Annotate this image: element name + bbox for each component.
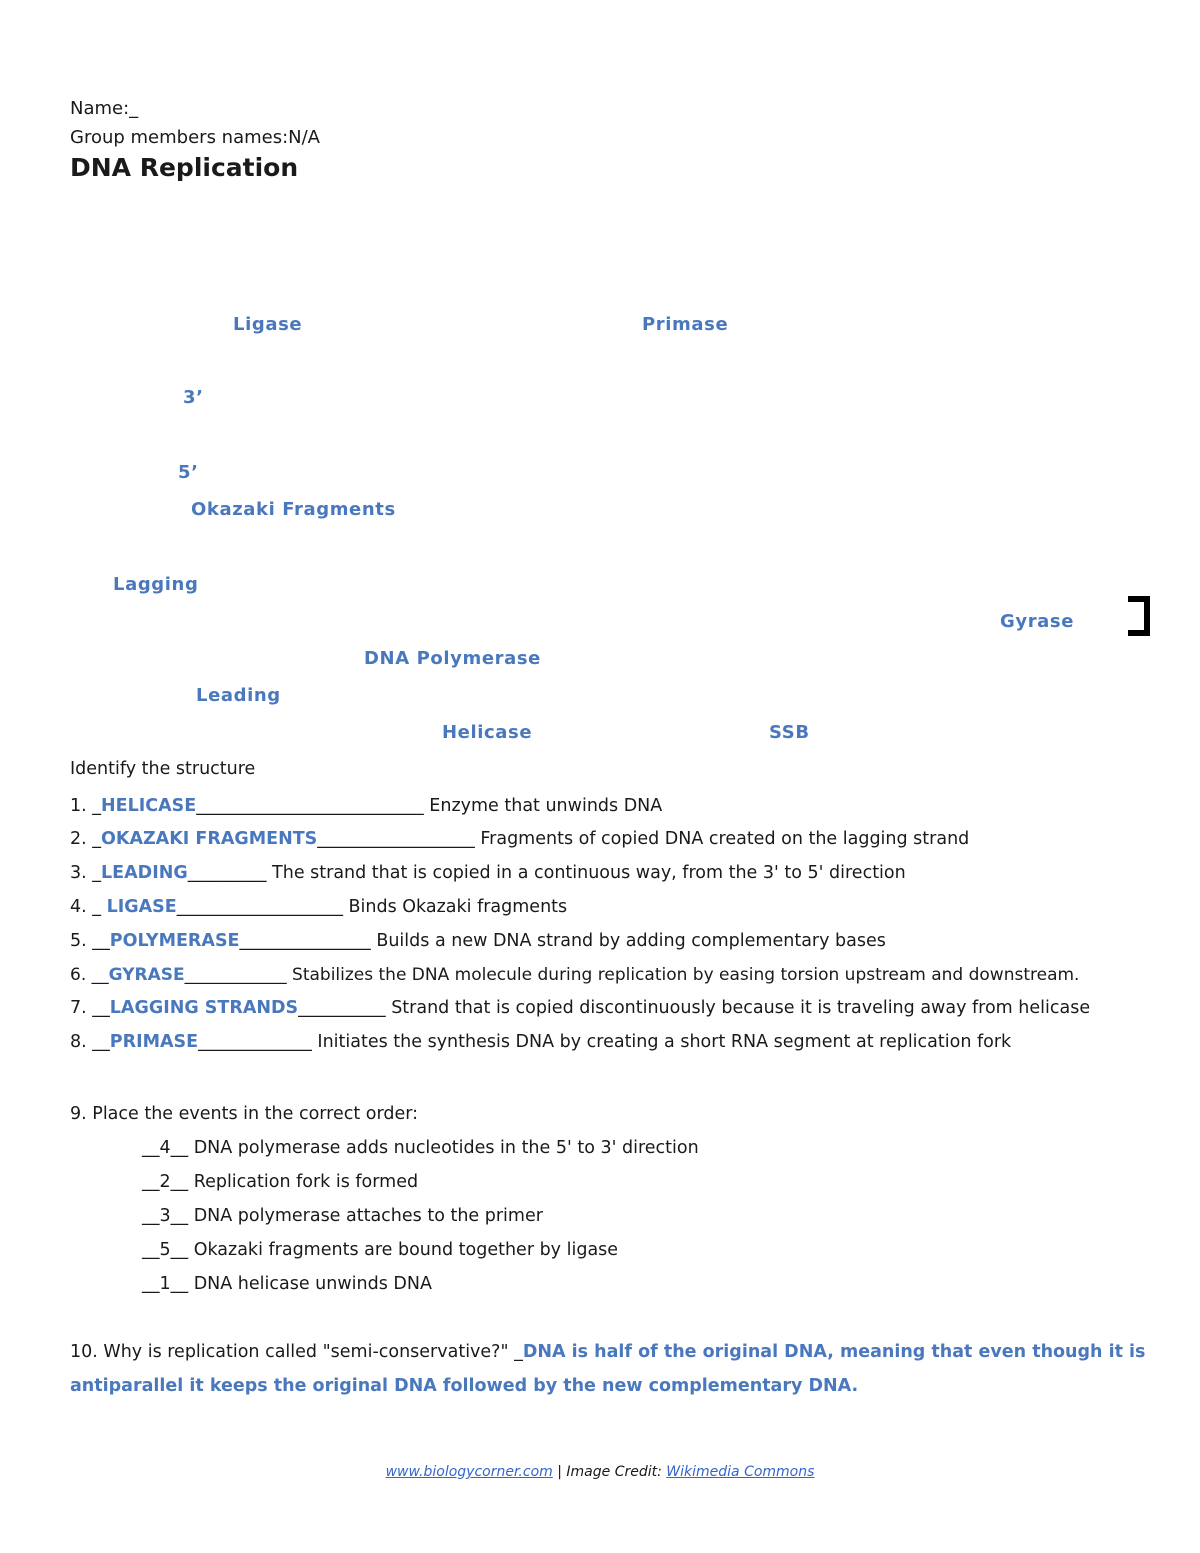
item-number: 3. _ [70, 863, 102, 883]
item-answer: POLYMERASE [109, 931, 240, 951]
order-heading: 9. Place the events in the correct order: [70, 1104, 419, 1124]
footer [0, 1464, 1200, 1480]
item-blank: ____________ [184, 965, 287, 985]
item-number: 1. _ [70, 796, 102, 816]
item-answer: LIGASE [106, 897, 177, 917]
group-members-label: Group members names:N/A [70, 127, 320, 148]
order-item: __4__ DNA polymerase adds nucleotides in the 5' to 3' direction [142, 1138, 699, 1158]
order-item: __1__ DNA helicase unwinds DNA [142, 1274, 432, 1294]
item-description: Builds a new DNA strand by adding complementary bases [370, 931, 886, 951]
footer-site-link[interactable]: www.biologycorner.com [385, 1464, 553, 1480]
item-number: 8. __ [70, 1032, 110, 1052]
item-description: Binds Okazaki fragments [342, 897, 568, 917]
identify-item [70, 931, 886, 951]
item-description: Enzyme that unwinds DNA [423, 796, 663, 816]
bracket-mark [1128, 596, 1150, 636]
item-number: 2. _ [70, 829, 102, 849]
item-answer: GYRASE [108, 965, 185, 985]
identify-item [70, 897, 567, 917]
item-answer: LAGGING STRANDS [109, 998, 299, 1018]
item-description: The strand that is copied in a continuous way, from the 3' to 5' direction [266, 863, 906, 883]
item-number: 7. __ [70, 998, 110, 1018]
item-answer: PRIMASE [109, 1032, 199, 1052]
label-primase: Primase [642, 314, 729, 335]
order-item: __3__ DNA polymerase attaches to the primer [142, 1206, 543, 1226]
name-label: Name:_ [70, 98, 139, 119]
item-description: Initiates the synthesis DNA by creating a short RNA segment at replication fork [311, 1032, 1012, 1052]
identify-heading: Identify the structure [70, 759, 256, 779]
identify-item [70, 1032, 1011, 1052]
item-number: 5. __ [70, 931, 110, 951]
identify-item [70, 998, 1090, 1018]
item-blank: _________ [187, 863, 267, 883]
item-blank: __________________ [317, 829, 475, 849]
item-answer: HELICASE [101, 796, 197, 816]
item-blank: __________ [298, 998, 386, 1018]
item-answer: OKAZAKI FRAGMENTS [101, 829, 318, 849]
identify-item [70, 796, 662, 816]
item-description: Fragments of copied DNA created on the lagging strand [474, 829, 970, 849]
label-helicase: Helicase [442, 722, 533, 743]
identify-item [70, 829, 969, 849]
question-10 [70, 1335, 1150, 1403]
footer-separator: | Image Credit: [552, 1464, 667, 1480]
label-five-prime: 5’ [178, 462, 199, 483]
label-ligase: Ligase [233, 314, 303, 335]
item-description: Stabilizes the DNA molecule during replication by easing torsion upstream and downstream. [286, 965, 1080, 985]
label-lagging: Lagging [113, 574, 199, 595]
item-blank: ___________________ [176, 897, 343, 917]
item-blank: __________________________ [196, 796, 424, 816]
page-title: DNA Replication [70, 153, 299, 182]
item-blank: _______________ [239, 931, 371, 951]
item-answer: LEADING [101, 863, 188, 883]
item-blank: _____________ [198, 1032, 312, 1052]
label-three-prime: 3’ [183, 387, 204, 408]
label-gyrase: Gyrase [1000, 611, 1075, 632]
identify-item [70, 863, 906, 883]
identify-item [70, 965, 1079, 985]
item-number: 6. __ [70, 965, 109, 985]
question-10-text: 10. Why is replication called "semi-conservative?" _ [70, 1342, 523, 1362]
label-dna-polymerase: DNA Polymerase [364, 648, 541, 669]
item-description: Strand that is copied discontinuously because it is traveling away from helicase [385, 998, 1091, 1018]
label-okazaki-fragments: Okazaki Fragments [191, 499, 396, 520]
item-number: 4. _ [70, 897, 107, 917]
label-leading: Leading [196, 685, 281, 706]
question-10-answer: DNA is half of the original DNA, meaning that even though it is antiparallel it keeps the original DNA followed by the new complementary DNA. [70, 1342, 1146, 1396]
footer-credit-link[interactable]: Wikimedia Commons [666, 1464, 815, 1480]
order-item: __5__ Okazaki fragments are bound together by ligase [142, 1240, 619, 1260]
label-ssb: SSB [769, 722, 810, 743]
order-item: __2__ Replication fork is formed [142, 1172, 419, 1192]
